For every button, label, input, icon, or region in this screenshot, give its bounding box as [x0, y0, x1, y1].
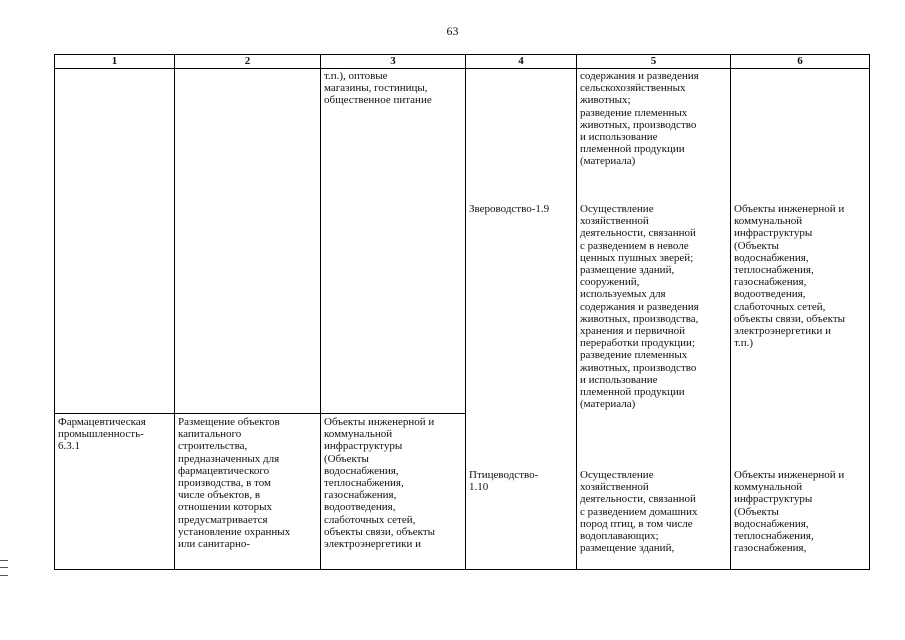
column-border-4	[576, 54, 577, 570]
column-border-6	[869, 54, 870, 570]
column-border-3	[465, 54, 466, 570]
fur-farming-code: Звероводство-1.9	[469, 203, 550, 215]
pharma-description: Размещение объектов капитального строительства, предназначенных для фармацевтического производства, в том числе объектов, в отношении которых предусматривается установление охранных или санитарно-	[178, 416, 291, 551]
fur-farming-description: Осуществление хозяйственной деятельности, связанной с разведением в неволе ценных пушных зверей; размещение зданий, сооружений, используемых для содержания и разведения животных, производства, хранения и первичной переработки продукции; разведение племенных животных, производство и использование племенной продукции (материала)	[580, 203, 699, 411]
row-divider-cols-1-3	[54, 413, 465, 414]
table-bottom-border	[54, 569, 870, 570]
fur-farming-infrastructure: Объекты инженерной и коммунальной инфраструктуры (Объекты водоснабжения, теплоснабжения, газоснабжения, водоотведения, слаботочных сетей, объекты связи, объекты электроэнергетики и т.п.)	[734, 203, 846, 350]
continuation-col3-text: т.п.), оптовые магазины, гостиницы, общественное питание	[324, 70, 432, 107]
pharma-infrastructure: Объекты инженерной и коммунальной инфраструктуры (Объекты водоснабжения, теплоснабжения, газоснабжения, водоотведения, слаботочных сетей, объекты связи, объекты электроэнергетики и	[324, 416, 436, 551]
column-border-2	[320, 54, 321, 570]
page-number: 63	[446, 24, 459, 38]
poultry-code: Птицеводство- 1.10	[469, 469, 539, 494]
column-border-0	[54, 54, 55, 570]
column-header-2: 2	[244, 55, 251, 67]
column-header-1: 1	[111, 55, 118, 67]
column-header-5: 5	[650, 55, 657, 67]
poultry-description: Осуществление хозяйственной деятельности, связанной с разведением домашних пород птиц, в том числе водоплавающих; размещение зданий,	[580, 469, 698, 555]
column-header-6: 6	[797, 55, 803, 67]
header-bottom-border	[54, 68, 870, 69]
continuation-col5-text: содержания и разведения сельскохозяйственных животных; разведение племенных животных, производство и использование племенной продукции (материала)	[580, 70, 699, 168]
column-border-5	[730, 54, 731, 570]
column-header-4: 4	[518, 55, 524, 67]
scan-edge-mark	[0, 560, 8, 576]
poultry-infrastructure: Объекты инженерной и коммунальной инфраструктуры (Объекты водоснабжения, теплоснабжения, газоснабжения,	[734, 469, 845, 555]
column-header-3: 3	[390, 55, 396, 67]
column-border-1	[174, 54, 175, 570]
pharma-code: Фармацевтическая промышленность- 6.3.1	[58, 416, 146, 453]
